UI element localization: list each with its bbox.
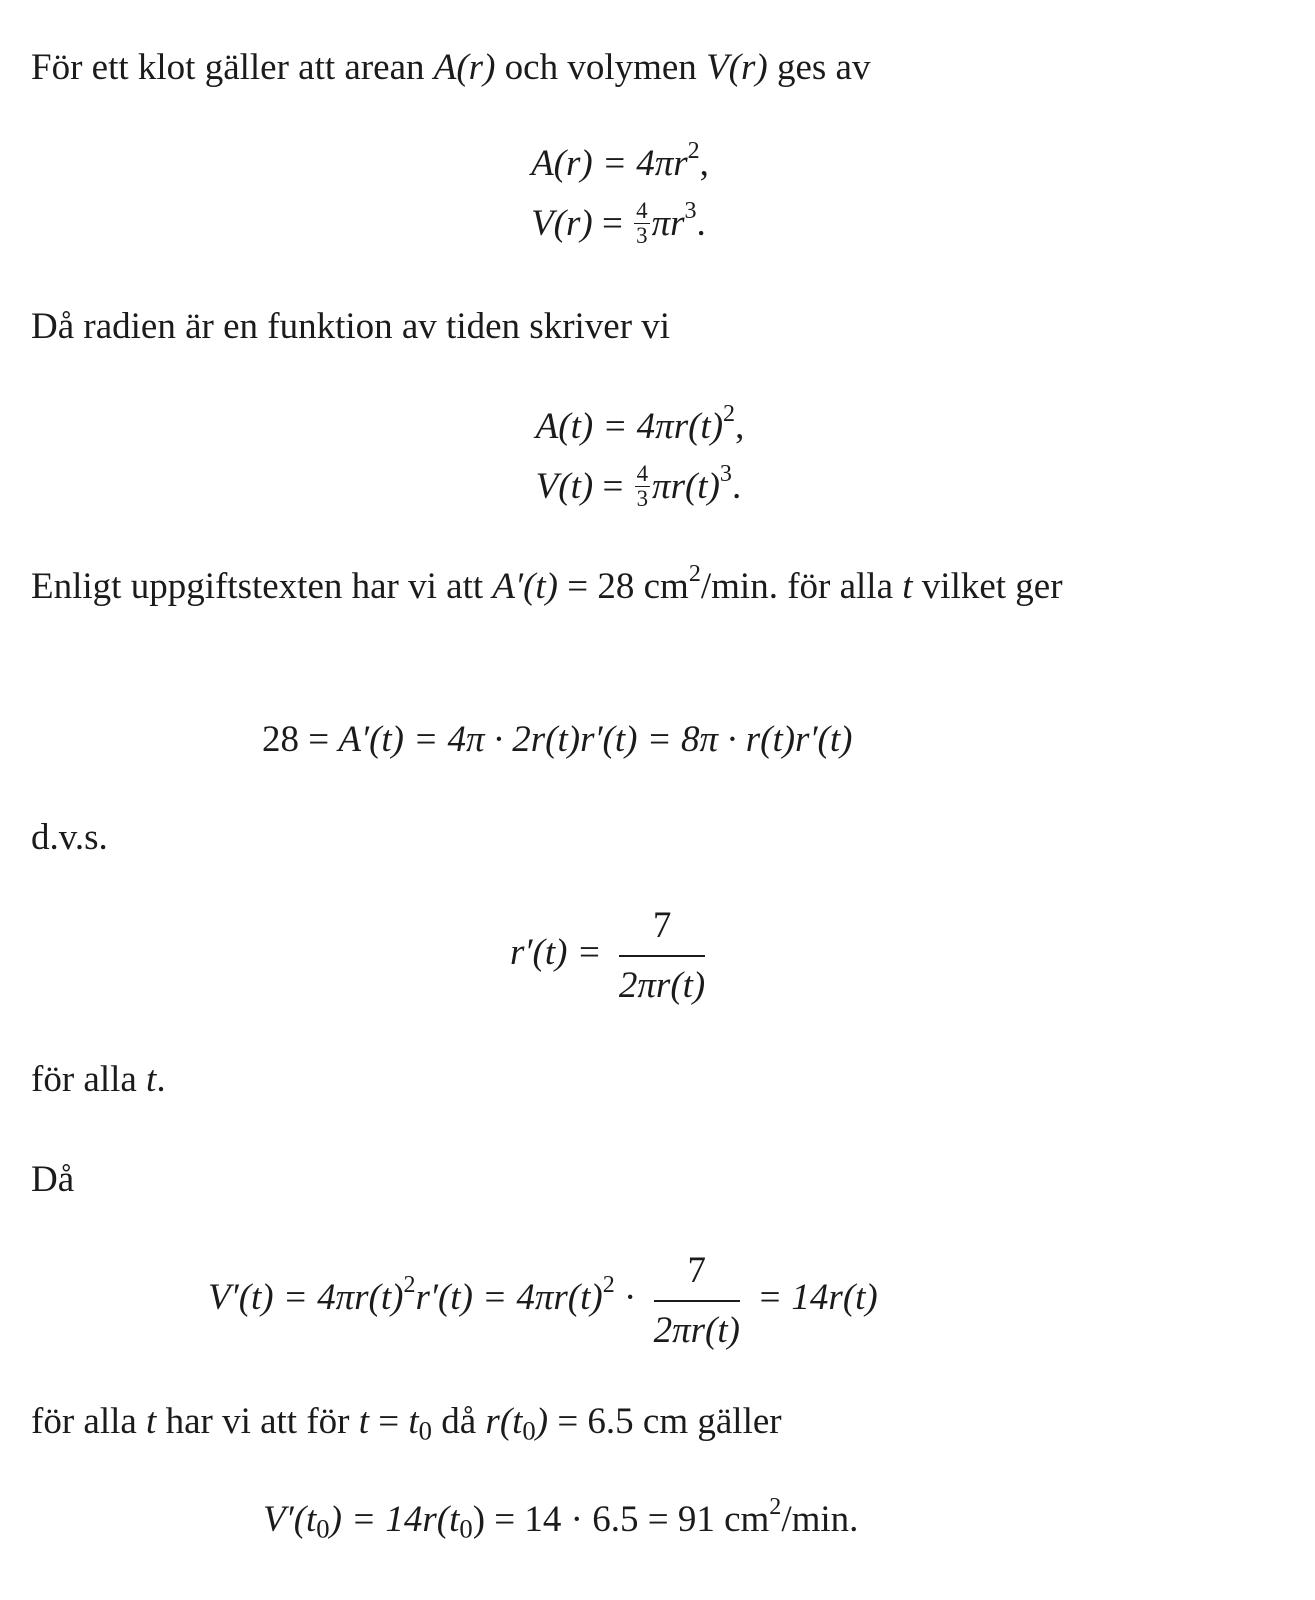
- given-rate-text: Enligt uppgiftstexten har vi att: [31, 566, 484, 607]
- volume-function: V(r): [706, 47, 768, 88]
- area-t-rhs: = 4πr(t): [602, 406, 724, 447]
- area-end: ,: [699, 143, 709, 184]
- area-rhs: = 4πr: [601, 143, 688, 184]
- for-all-end: .: [156, 1059, 166, 1100]
- eval-var-2: t: [358, 1401, 370, 1442]
- volume-formula-t: [536, 457, 745, 517]
- volume-t-end: .: [731, 466, 742, 507]
- eq5-denominator: 2πr(t): [653, 1309, 740, 1351]
- volume-end: .: [696, 203, 706, 244]
- intro-text-ges: ges av: [776, 47, 871, 88]
- eq4-denominator: 2πr(t): [618, 964, 706, 1006]
- eq6-exponent: 2: [769, 1494, 782, 1521]
- given-rate-unit: /min. för alla: [700, 566, 894, 607]
- eval-equals: =: [378, 1401, 400, 1442]
- volume-derivative-equation: [208, 1240, 878, 1360]
- volume-t-lhs: V(t): [535, 466, 594, 507]
- eval-t0-sub: 0: [418, 1415, 432, 1446]
- volume-lhs: V(r): [531, 203, 593, 244]
- area-formula-r: [531, 134, 709, 194]
- for-all-text: för alla: [31, 1059, 137, 1100]
- sphere-formulas-t: [0, 397, 1315, 517]
- eq6-lhs: V′(t: [263, 1499, 317, 1540]
- then-paragraph: Då: [31, 1159, 75, 1200]
- eq5-lhs: V′(t) = 4πr(t): [208, 1277, 404, 1318]
- four-thirds-fraction: [634, 199, 649, 248]
- eq5-exponent-1: 2: [403, 1272, 416, 1299]
- eval-text-5: = 6.5 cm gäller: [557, 1401, 782, 1442]
- given-rate-end: vilket ger: [921, 566, 1063, 607]
- eval-text-4: då: [441, 1401, 477, 1442]
- eq4-numerator: 7: [619, 897, 705, 957]
- for-all-t-paragraph: [31, 1050, 1271, 1110]
- eq6-sub-1: 0: [316, 1513, 330, 1544]
- eq6-sub-2: 0: [459, 1513, 473, 1544]
- intro-paragraph: [31, 38, 1271, 98]
- eq6-end: /min.: [781, 1499, 859, 1540]
- radius-time-paragraph: Då radien är en funktion av tiden skriver vi: [31, 306, 671, 347]
- area-formula-t: [536, 397, 745, 457]
- area-derivative: A′(t): [492, 566, 559, 607]
- dvs-paragraph: d.v.s.: [31, 817, 108, 858]
- four-thirds-fraction-t: [635, 462, 650, 511]
- for-all-variable: t: [146, 1059, 157, 1100]
- volume-t-exponent: 3: [719, 461, 732, 488]
- eq5-dot: ·: [624, 1277, 637, 1318]
- eval-radius-sub: 0: [522, 1415, 536, 1446]
- fraction-t-denominator: 3: [636, 486, 649, 512]
- fraction-t-numerator: 4: [636, 460, 649, 486]
- volume-t-rhs: πr(t): [652, 466, 720, 507]
- eq3-lead: 28 =: [262, 719, 330, 760]
- intro-text-och: och volymen: [504, 47, 697, 88]
- fraction-denominator: 3: [636, 223, 648, 249]
- eq4-fraction: [619, 897, 705, 1015]
- area-t-lhs: A(t): [535, 406, 594, 447]
- sphere-formulas-r: [0, 134, 1315, 254]
- intro-text: För ett klot gäller att arean: [31, 47, 425, 88]
- area-lhs: A(r): [531, 143, 593, 184]
- eq5-mid: r′(t) = 4πr(t): [415, 1277, 603, 1318]
- given-rate-paragraph: [31, 557, 1271, 617]
- area-t-end: ,: [735, 406, 745, 447]
- volume-formula-r: [531, 194, 709, 254]
- eq4-lhs: r′(t) =: [510, 932, 602, 973]
- eval-t0: t: [408, 1401, 419, 1442]
- eq5-rhs: = 14r(t): [757, 1277, 878, 1318]
- eq6-part-1: ) = 14r(t: [329, 1499, 460, 1540]
- area-derivative-equation: [262, 710, 852, 770]
- volume-rhs: πr: [651, 203, 685, 244]
- eval-text-1: för alla: [31, 1401, 137, 1442]
- eq3-body: A′(t) = 4π · 2r(t)r′(t) = 8π · r(t)r′(t): [338, 719, 853, 760]
- eq5-exponent-2: 2: [602, 1272, 615, 1299]
- radius-derivative-equation: [510, 895, 713, 1015]
- evaluation-paragraph: [31, 1392, 1271, 1452]
- area-exponent: 2: [687, 138, 700, 165]
- area-t-exponent: 2: [723, 401, 736, 428]
- eval-radius-end: ): [535, 1401, 549, 1442]
- volume-t-equals: =: [602, 466, 624, 507]
- given-rate-value: = 28 cm: [567, 566, 689, 607]
- volume-equals: =: [601, 203, 623, 244]
- given-rate-exponent: 2: [688, 561, 701, 588]
- eval-text-2: har vi att för: [165, 1401, 350, 1442]
- final-result-equation: [263, 1490, 858, 1550]
- eq5-numerator: 7: [654, 1242, 740, 1302]
- time-variable: t: [902, 566, 913, 607]
- eq6-part-2: ) = 14 · 6.5 = 91 cm: [472, 1499, 770, 1540]
- fraction-numerator: 4: [636, 197, 648, 223]
- eq5-fraction: [654, 1242, 740, 1360]
- eval-var-1: t: [146, 1401, 157, 1442]
- volume-exponent: 3: [684, 198, 697, 225]
- area-function: A(r): [433, 47, 496, 88]
- eval-radius: r(t: [485, 1401, 523, 1442]
